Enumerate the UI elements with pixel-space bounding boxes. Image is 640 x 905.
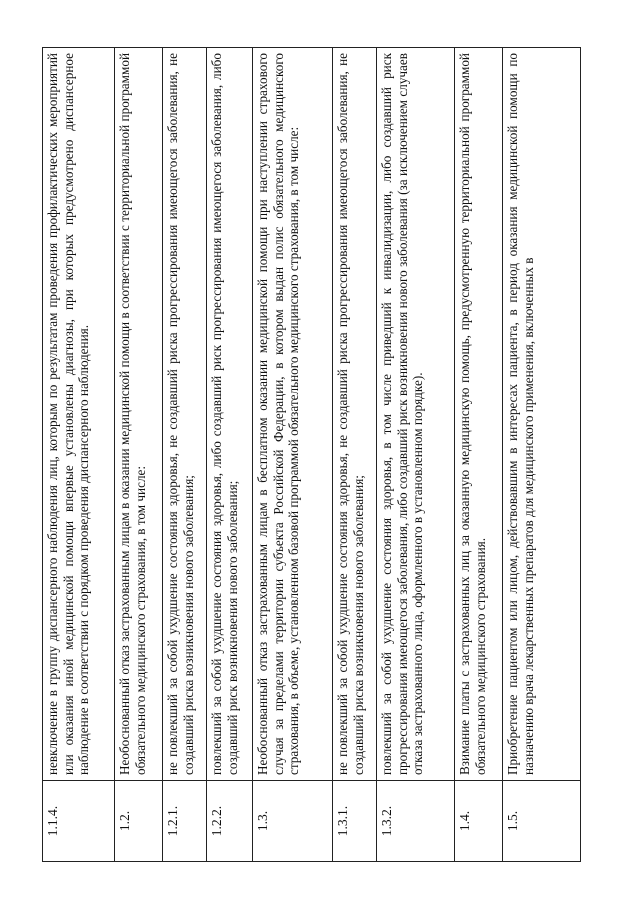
item-text: Необоснованный отказ застрахованным лицам в бесплатном оказании медицинской помощи при наступлении страхового случая за пределами территории субъекта Российской Федерации, в котором выдан полис обязательного медицинского страхования, в объеме, установленном базовой программой обязательного медицинского страхования, в том числе: xyxy=(253,48,333,781)
item-number: 1.2.2. xyxy=(207,781,253,862)
item-text: повлекший за собой ухудшение состояния здоровья, либо создавший риск прогрессирования имеющегося заболевания, либо создавший риск возникновения нового заболевания; xyxy=(207,48,253,781)
item-text: Необоснованный отказ застрахованным лицам в оказании медицинской помощи в соответствии с территориальной программой обязательного медицинского страхования, в том числе: xyxy=(115,48,163,781)
item-text: невключение в группу диспансерного наблюдения лиц, которым по результатам проведения профилактических мероприятий или оказания иной медицинской помощи впервые установлены диагнозы, при которых предусмотрено диспансерное наблюдение в соответствии с порядком проведения диспансерного наблюдения. xyxy=(43,48,115,781)
item-text: Взимание платы с застрахованных лиц за оказанную медицинскую помощь, предусмотренную территориальной программой обязательного медицинского страхования. xyxy=(455,48,503,781)
item-number: 1.3.2. xyxy=(377,781,455,862)
item-text: повлекший за собой ухудшение состояния здоровья, в том числе приведший к инвалидизации, либо создавший риск прогрессирования имеющегося заболевания, либо создавший риск возникновения нового заболевания (за исключением случаев отказа застрахованного лица, оформленного в установленном порядке). xyxy=(377,48,455,781)
table-row xyxy=(455,48,503,862)
item-number: 1.3.1. xyxy=(333,781,377,862)
item-number: 1.2.1. xyxy=(163,781,207,862)
table-row xyxy=(115,48,163,862)
table-row xyxy=(163,48,207,862)
table-row xyxy=(377,48,455,862)
item-text: не повлекший за собой ухудшение состояния здоровья, не создавший риска прогрессирования имеющегося заболевания, не создавший риска возникновения нового заболевания; xyxy=(163,48,207,781)
table-row xyxy=(207,48,253,862)
item-number: 1.2. xyxy=(115,781,163,862)
table-row xyxy=(43,48,115,862)
table-row xyxy=(503,48,581,862)
table-row xyxy=(333,48,377,862)
item-number: 1.3. xyxy=(253,781,333,862)
item-number: 1.4. xyxy=(455,781,503,862)
item-text: Приобретение пациентом или лицом, действовавшим в интересах пациента, в период оказания медицинской помощи по назначению врача лекарственных препаратов для медицинского применения, включенных в xyxy=(503,48,581,781)
table-row xyxy=(253,48,333,862)
item-text: не повлекший за собой ухудшение состояния здоровья, не создавший риска прогрессирования имеющегося заболевания, не создавший риска возникновения нового заболевания; xyxy=(333,48,377,781)
item-number: 1.5. xyxy=(503,781,581,862)
violations-table xyxy=(42,47,581,862)
item-number: 1.1.4. xyxy=(43,781,115,862)
rotated-document-sheet xyxy=(42,47,580,862)
